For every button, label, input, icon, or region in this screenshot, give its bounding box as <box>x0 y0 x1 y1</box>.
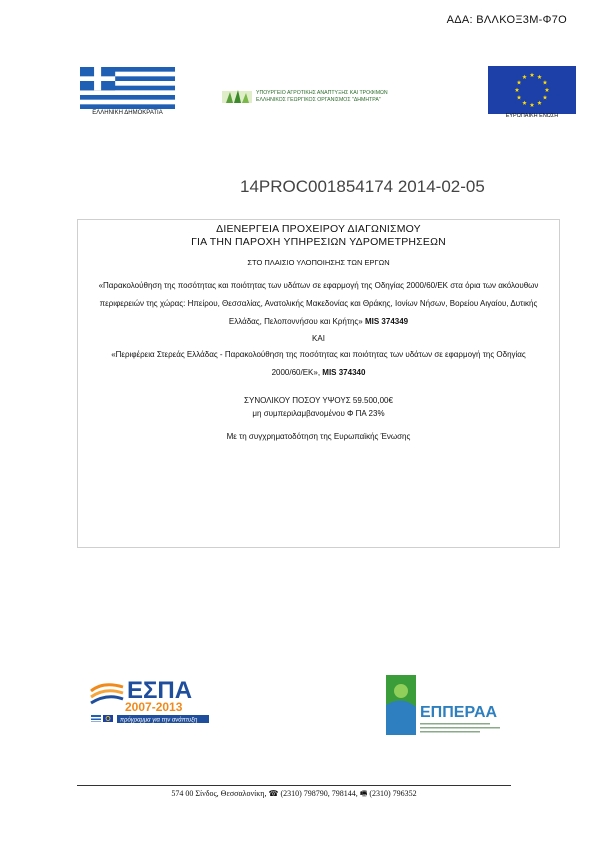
project2-text: «Περιφέρεια Στερεάς Ελλάδας - Παρακολούθηση της ποσότητας και ποιότητας των υδάτων σε εφαρμογή της Οδηγίας 2000/60/ΕΚ», <box>111 350 526 377</box>
eu-flag-icon <box>488 66 576 114</box>
espa-slogan: πρόγραμμα για την ανάπτυξη <box>120 717 198 723</box>
ministry-logo <box>222 86 388 108</box>
epperaa-title: ΕΠΠΕΡΑΑ <box>420 704 498 721</box>
espa-logo <box>89 675 209 723</box>
eu-caption: ΕΥΡΩΠΑΙΚΗ ΕΝΩΣΗ <box>505 113 559 119</box>
espa-title: ΕΣΠΑ <box>127 677 193 704</box>
epperaa-subtitle-icon <box>420 723 500 733</box>
espa-swoosh-icon <box>91 685 123 703</box>
ministry-line1: ΥΠΟΥΡΓΕΙΟ ΑΓΡΟΤΙΚΗΣ ΑΝΑΠΤΥΞΗΣ ΚΑΙ ΤΡΟΦΙΜΩΝ <box>256 90 388 96</box>
espa-years: 2007-2013 <box>125 700 183 714</box>
ada-code: ΑΔΑ: ΒΛΛΚΟΞ3Μ-Φ7Ο <box>446 14 567 26</box>
project2-paragraph <box>98 346 539 382</box>
vat-note: μη συμπεριλαμβανομένου Φ ΠΑ 23% <box>252 409 385 418</box>
greek-caption: ΕΛΛΗΝΙΚΗ ΔΗΜΟΚΡΑΤΙΑ <box>92 110 163 116</box>
announcement-box <box>77 219 560 548</box>
ministry-line2: ΕΛΛΗΝΙΚΟΣ ΓΕΩΡΓΙΚΟΣ ΟΡΓΑΝΙΣΜΟΣ "ΔΗΜΗΤΡΑ" <box>256 97 381 103</box>
ministry-emblem-icon <box>222 87 252 107</box>
greek-flag-icon <box>80 67 175 109</box>
and-line: ΚΑΙ <box>312 334 325 343</box>
project2-mis: MIS 374340 <box>322 368 366 377</box>
footer-divider <box>77 785 511 786</box>
espa-flags-icon <box>91 715 113 722</box>
total-amount: ΣΥΝΟΛΙΚΟΥ ΠΟΣΟΥ ΥΨΟΥΣ 59.500,00€ <box>244 396 393 405</box>
cofunding-note: Με τη συγχρηματοδότηση της Ευρωπαϊκής Ένωσης <box>226 432 411 441</box>
title-line1: ΔΙΕΝΕΡΓΕΙΑ ΠΡΟΧΕΙΡΟΥ ΔΙΑΓΩΝΙΣΜΟΥ <box>216 223 421 235</box>
title-line2: ΓΙΑ ΤΗΝ ΠΑΡΟΧΗ ΥΠΗΡΕΣΙΩΝ ΥΔΡΟΜΕΤΡΗΣΕΩΝ <box>191 236 446 248</box>
procurement-id: 14PROC001854174 2014-02-05 <box>240 177 485 196</box>
footer-contact: 574 00 Σίνδος, Θεσσαλονίκη, ☎ (2310) 798790, 798144, 🖷 (2310) 796352 <box>171 789 417 798</box>
project1-mis: MIS 374349 <box>364 317 409 326</box>
project1-paragraph <box>98 277 539 331</box>
context-line: ΣΤΟ ΠΛΑΙΣΙΟ ΥΛΟΠΟΙΗΣΗΣ ΤΩΝ ΕΡΓΩΝ <box>247 258 390 267</box>
project1-text: «Παρακολούθηση της ποσότητας και ποιότητας των υδάτων σε εφαρμογή της Οδηγίας 2000/60/ΕΚ στα όρια των ακόλουθων περιφερειών της χώρας: Ηπείρου, Θεσσαλίας, Ανατολικής Μακεδονίας και Θράκης, Ιονίων Νήσων, Βορείου Αιγαίου, Δυτικής Ελλάδας, Πελοποννήσου και Κρήτης» <box>98 281 539 326</box>
epperaa-emblem-icon <box>386 675 416 735</box>
epperaa-logo <box>384 675 510 735</box>
